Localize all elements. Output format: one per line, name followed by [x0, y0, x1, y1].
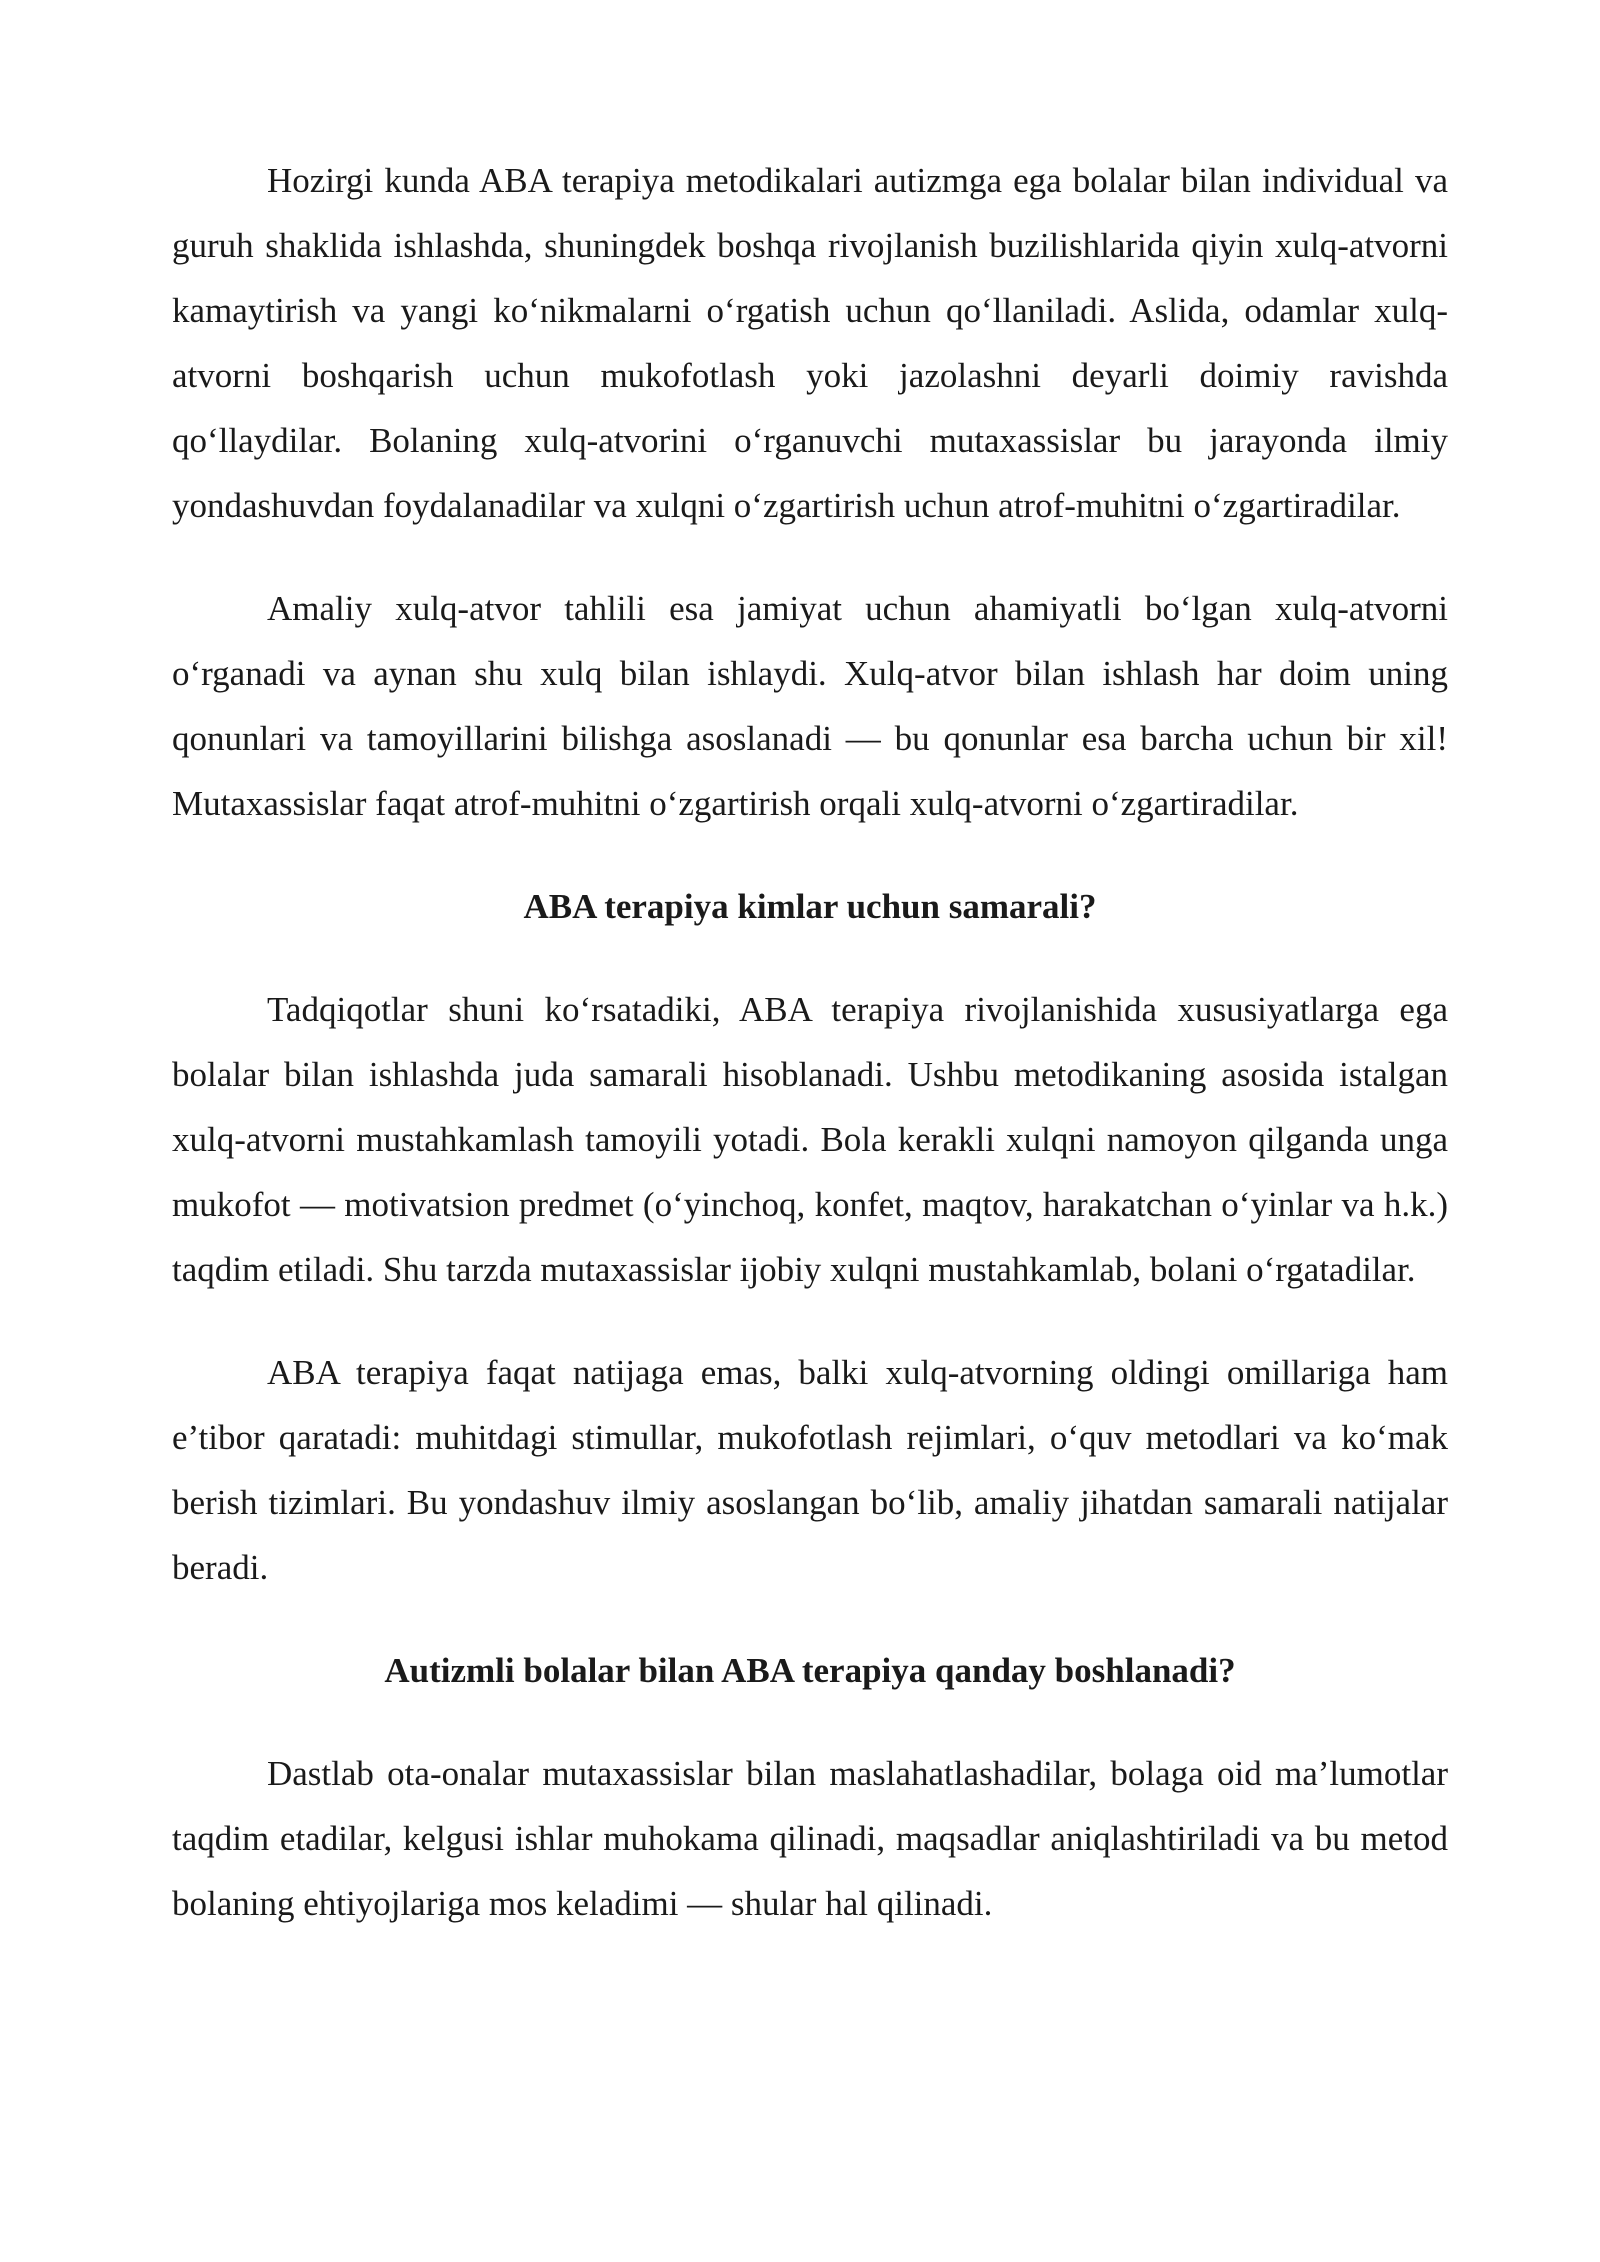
- paragraph-aba-methods-usage: Hozirgi kunda ABA terapiya metodikalari autizmga ega bolalar bilan individual va guruh shaklida ishlashda, shuningdek boshqa rivojlanish buzilishlarida qiyin xulq-atvorni kamaytirish va yangi ko‘nikmalarni o‘rgatish uchun qo‘llaniladi. Aslida, odamlar xulq-atvorni boshqarish uchun mukofotlash yoki jazolashni deyarli doimiy ravishda qo‘llaydilar. Bolaning xulq-atvorini o‘rganuvchi mutaxassislar bu jarayonda ilmiy yondashuvdan foydalanadilar va xulqni o‘zgartirish uchun atrof-muhitni o‘zgartiradilar.: [172, 161, 1448, 525]
- paragraph-parent-consultation: Dastlab ota-onalar mutaxassislar bilan maslahatlashadilar, bolaga oid ma’lumotlar taqdim etadilar, kelgusi ishlar muhokama qilinadi, maqsadlar aniqlashtiriladi va bu metod bolaning ehtiyojlariga mos keladimi — shular hal qilinadi.: [172, 1754, 1448, 1923]
- paragraph-antecedent-factors: ABA terapiya faqat natijaga emas, balki xulq-atvorning oldingi omillariga ham e’tibor qaratadi: muhitdagi stimullar, mukofotlash rejimlari, o‘quv metodlari va ko‘mak berish tizimlari. Bu yondashuv ilmiy asoslangan bo‘lib, amaliy jihatdan samarali natijalar beradi.: [172, 1353, 1448, 1587]
- paragraph-research-effectiveness: Tadqiqotlar shuni ko‘rsatadiki, ABA terapiya rivojlanishida xususiyatlarga ega bolalar bilan ishlashda juda samarali hisoblanadi. Ushbu metodikaning asosida istalgan xulq-atvorni mustahkamlash tamoyili yotadi. Bola kerakli xulqni namoyon qilganda unga mukofot — motivatsion predmet (o‘yinchoq, konfet, maqtov, harakatchan o‘yinlar va h.k.) taqdim etiladi. Shu tarzda mutaxassislar ijobiy xulqni mustahkamlab, bolani o‘rgatadilar.: [172, 990, 1448, 1289]
- section-heading-who-benefits: ABA terapiya kimlar uchun samarali?: [523, 887, 1097, 926]
- paragraph-applied-behavior-analysis: Amaliy xulq-atvor tahlili esa jamiyat uchun ahamiyatli bo‘lgan xulq-atvorni o‘rganadi va aynan shu xulq bilan ishlaydi. Xulq-atvor bilan ishlash har doim uning qonunlari va tamoyillarini bilishga asoslanadi — bu qonunlar esa barcha uchun bir xil! Mutaxassislar faqat atrof-muhitni o‘zgartirish orqali xulq-atvorni o‘zgartiradilar.: [172, 589, 1448, 823]
- section-heading-how-it-starts: Autizmli bolalar bilan ABA terapiya qanday boshlanadi?: [384, 1651, 1236, 1690]
